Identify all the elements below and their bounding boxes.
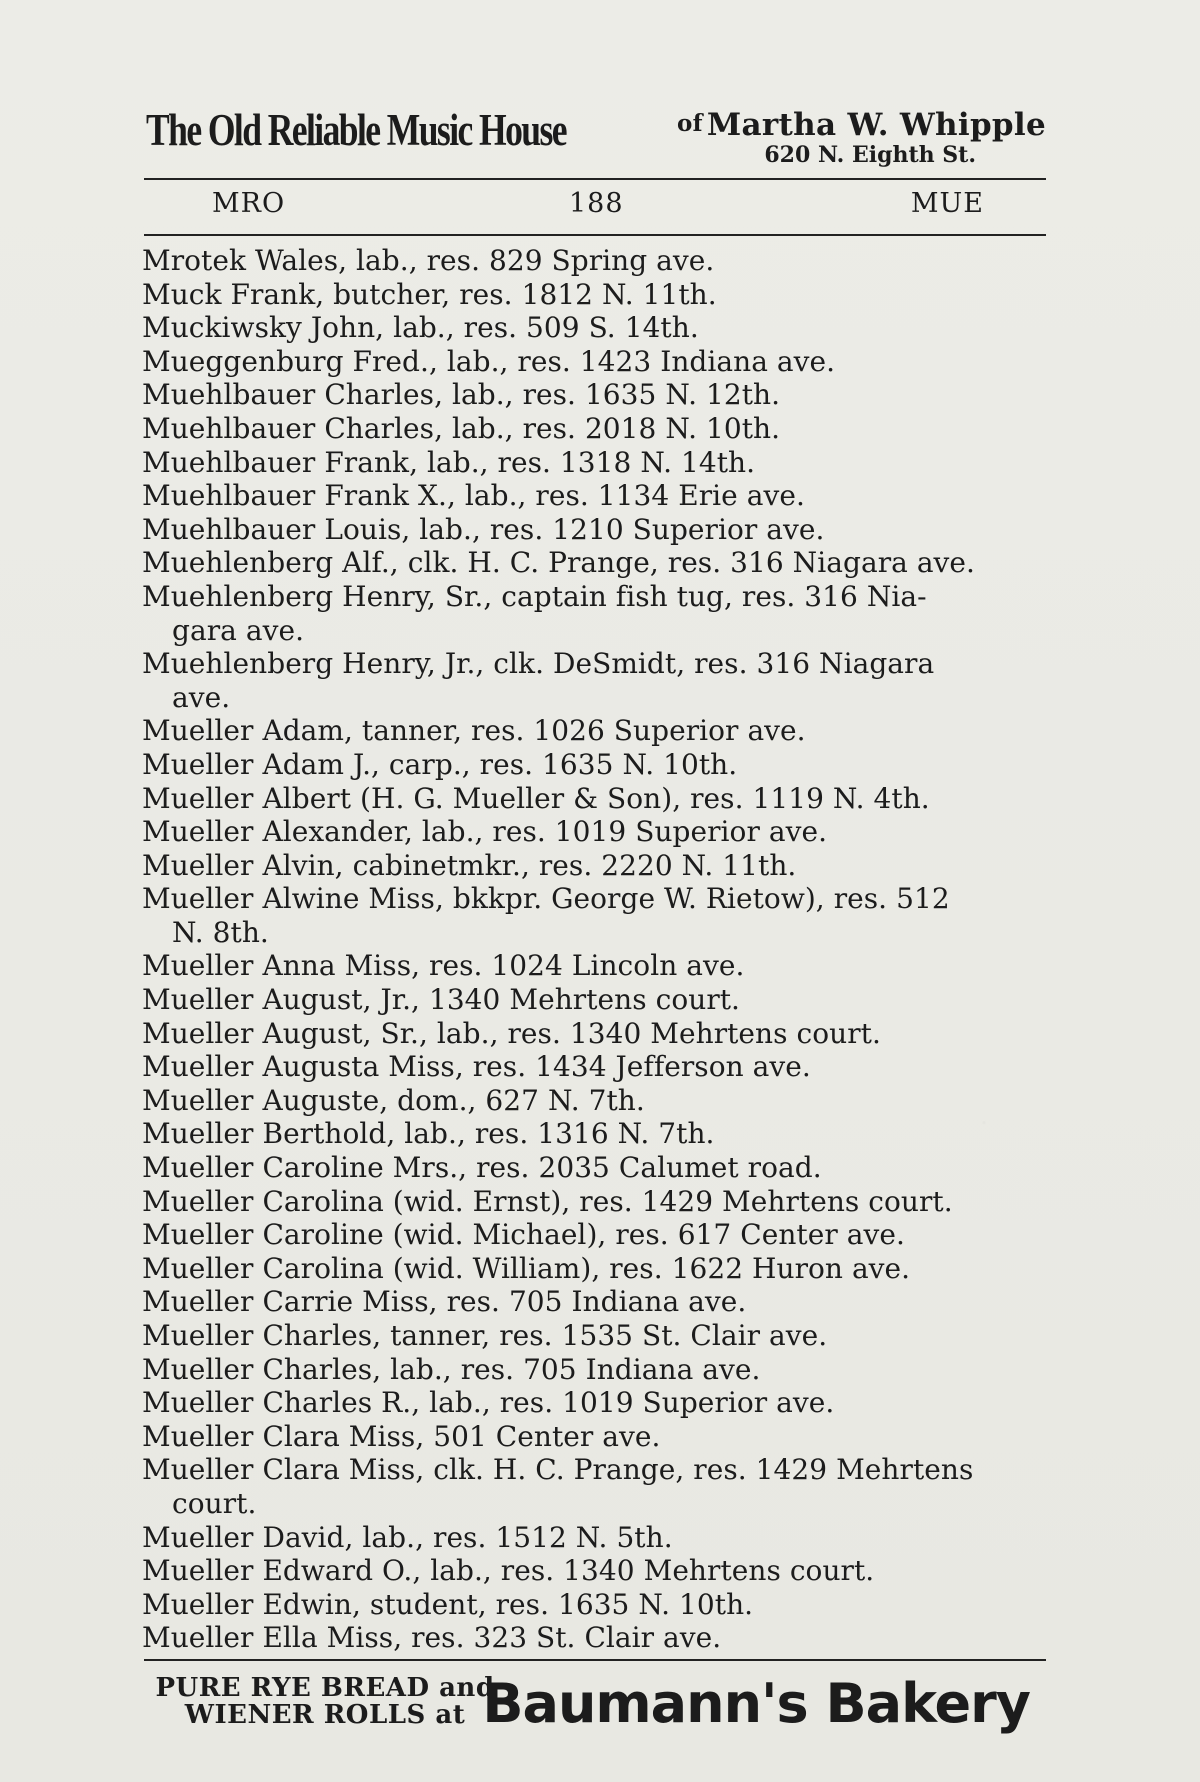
directory-entry-text: Mueller Edward O., lab., res. 1340 Mehrtens court. <box>142 1554 875 1588</box>
directory-entry <box>142 714 1052 748</box>
directory-entry-text: Mueller Alwine Miss, bkkpr. George W. Rietow), res. 512 <box>142 882 950 916</box>
directory-entry-text: Mueller Albert (H. G. Mueller & Son), res. 1119 N. 4th. <box>142 781 930 815</box>
bakery-name: Baumann's Bakery <box>482 1672 1030 1735</box>
directory-entry-text: Mueller Carolina (wid. Ernst), res. 1429 Mehrtens court. <box>142 1184 953 1218</box>
directory-entry <box>142 1285 1052 1319</box>
directory-entry-text: Muehlbauer Louis, lab., res. 1210 Superior ave. <box>142 512 825 546</box>
directory-entry-text: Muehlenberg Henry, Jr., clk. DeSmidt, res. 316 Niagara <box>142 647 935 681</box>
directory-entry <box>142 1353 1052 1387</box>
directory-entry <box>142 513 1052 547</box>
directory-entry-text: Mueller Auguste, dom., 627 N. 7th. <box>142 1083 645 1117</box>
directory-entry-text: Muck Frank, butcher, res. 1812 N. 11th. <box>142 277 717 311</box>
directory-entry-text: Mueller Charles R., lab., res. 1019 Superior ave. <box>142 1386 835 1420</box>
directory-entry <box>142 1386 1052 1420</box>
directory-entry-text: Mueller Ella Miss, res. 323 St. Clair ave. <box>142 1621 722 1655</box>
directory-entry-text: Mueller Alexander, lab., res. 1019 Superior ave. <box>142 815 828 849</box>
header-divider <box>144 234 1046 236</box>
directory-entry <box>142 580 1052 647</box>
directory-entry <box>142 278 1052 312</box>
music-house-ad-details <box>661 107 1046 168</box>
directory-entry-text: Muehlenberg Alf., clk. H. C. Prange, res. 316 Niagara ave. <box>142 546 976 580</box>
directory-entry-text: Mueller Carrie Miss, res. 705 Indiana ave. <box>142 1285 747 1319</box>
directory-entry-continuation: ave. <box>172 680 231 714</box>
directory-entry-text: Mueller Charles, lab., res. 705 Indiana ave. <box>142 1352 761 1386</box>
directory-entry <box>142 446 1052 480</box>
directory-entry-text: Mueller Edwin, student, res. 1635 N. 10th. <box>142 1587 754 1621</box>
directory-entry-text: Mueller Carolina (wid. William), res. 1622 Huron ave. <box>142 1251 911 1285</box>
directory-entry-text: Muehlenberg Henry, Sr., captain fish tug, res. 316 Nia- <box>142 579 927 613</box>
music-house-ad-title: The Old Reliable Music House <box>146 105 566 155</box>
directory-entry <box>142 345 1052 379</box>
directory-entry <box>142 1151 1052 1185</box>
directory-entry <box>142 1319 1052 1353</box>
header-left-guide: MRO <box>212 188 286 219</box>
directory-entry-text: Muehlbauer Frank, lab., res. 1318 N. 14th. <box>142 445 756 479</box>
directory-entry-text: Mueller Anna Miss, res. 1024 Lincoln ave. <box>142 949 745 983</box>
page-number: 188 <box>569 188 624 219</box>
top-divider <box>144 178 1046 180</box>
directory-entry-text: Mueller Clara Miss, clk. H. C. Prange, res. 1429 Mehrtens <box>142 1453 974 1487</box>
directory-entry-text: Muehlbauer Frank X., lab., res. 1134 Erie ave. <box>142 479 805 513</box>
directory-entry-text: Mueller August, Sr., lab., res. 1340 Mehrtens court. <box>142 1016 881 1050</box>
directory-entry <box>142 647 1052 714</box>
directory-entry <box>142 1521 1052 1555</box>
directory-entry-text: Mueller Adam J., carp., res. 1635 N. 10th. <box>142 747 738 781</box>
bakery-ad-text <box>130 1675 520 1728</box>
directory-entry <box>142 1588 1052 1622</box>
bakery-ad-line-1: PURE RYE BREAD and <box>155 1673 495 1703</box>
music-house-ad-name: Martha W. Whipple <box>706 107 1046 143</box>
directory-entry-text: Mueller August, Jr., 1340 Mehrtens court. <box>142 983 741 1017</box>
directory-entry-text: Mueller Alvin, cabinetmkr., res. 2220 N. 11th. <box>142 848 797 882</box>
directory-entry-text: Mueller Berthold, lab., res. 1316 N. 7th. <box>142 1117 715 1151</box>
directory-entry-text: Mueller Caroline (wid. Michael), res. 617 Center ave. <box>142 1218 905 1252</box>
directory-entry <box>142 1084 1052 1118</box>
page-running-header <box>144 188 1046 222</box>
directory-entry <box>142 748 1052 782</box>
directory-entry-text: Mueller Clara Miss, 501 Center ave. <box>142 1419 661 1453</box>
directory-entry <box>142 378 1052 412</box>
directory-entry-text: Mueller Charles, tanner, res. 1535 St. Clair ave. <box>142 1319 828 1352</box>
directory-entry-text: Muehlbauer Charles, lab., res. 1635 N. 12th. <box>142 378 781 412</box>
directory-entry <box>142 1252 1052 1286</box>
directory-entry <box>142 1185 1052 1219</box>
bottom-advertisement <box>130 1672 1050 1755</box>
directory-entry-continuation: court. <box>172 1486 257 1520</box>
directory-entry-text: Mueggenburg Fred., lab., res. 1423 Indiana ave. <box>142 344 836 378</box>
directory-entry <box>142 782 1052 816</box>
top-advertisement <box>146 104 1046 174</box>
directory-entry-text: Mueller David, lab., res. 1512 N. 5th. <box>142 1520 673 1554</box>
directory-entry-text: Mueller Adam, tanner, res. 1026 Superior ave. <box>142 714 806 748</box>
directory-entry <box>142 1218 1052 1252</box>
directory-entry <box>142 882 1052 949</box>
directory-entry <box>142 311 1052 345</box>
directory-entry <box>142 1621 1052 1655</box>
music-house-ad-name-line <box>661 107 1046 143</box>
directory-entry-text: Muckiwsky John, lab., res. 509 S. 14th. <box>142 311 699 345</box>
music-house-ad-prefix: of <box>677 110 703 137</box>
bakery-ad-line-2: WIENER ROLLS at <box>184 1700 466 1730</box>
directory-entry <box>142 1117 1052 1151</box>
directory-entry <box>142 1017 1052 1051</box>
directory-entry <box>142 244 1052 278</box>
bottom-divider <box>144 1659 1046 1661</box>
directory-entry <box>142 546 1052 580</box>
directory-entry <box>142 1050 1052 1084</box>
directory-entry <box>142 983 1052 1017</box>
directory-entry-text: Muehlbauer Charles, lab., res. 2018 N. 10th. <box>142 411 781 445</box>
header-right-guide: MUE <box>910 188 984 219</box>
directory-entry <box>142 815 1052 849</box>
directory-entry <box>142 412 1052 446</box>
directory-entry-continuation: N. 8th. <box>172 915 269 949</box>
directory-entry <box>142 1453 1052 1520</box>
directory-entry-text: Mrotek Wales, lab., res. 829 Spring ave. <box>142 244 715 277</box>
directory-entry-text: Mueller Caroline Mrs., res. 2035 Calumet road. <box>142 1151 822 1185</box>
directory-entry-continuation: gara ave. <box>172 613 305 647</box>
directory-entry-text: Mueller Augusta Miss, res. 1434 Jefferson ave. <box>142 1050 811 1084</box>
directory-entry-list <box>142 244 1052 1654</box>
directory-entry <box>142 849 1052 883</box>
directory-entry <box>142 1554 1052 1588</box>
directory-entry <box>142 479 1052 513</box>
directory-entry <box>142 1420 1052 1454</box>
music-house-ad-address: 620 N. Eighth St. <box>764 142 976 168</box>
directory-entry <box>142 949 1052 983</box>
